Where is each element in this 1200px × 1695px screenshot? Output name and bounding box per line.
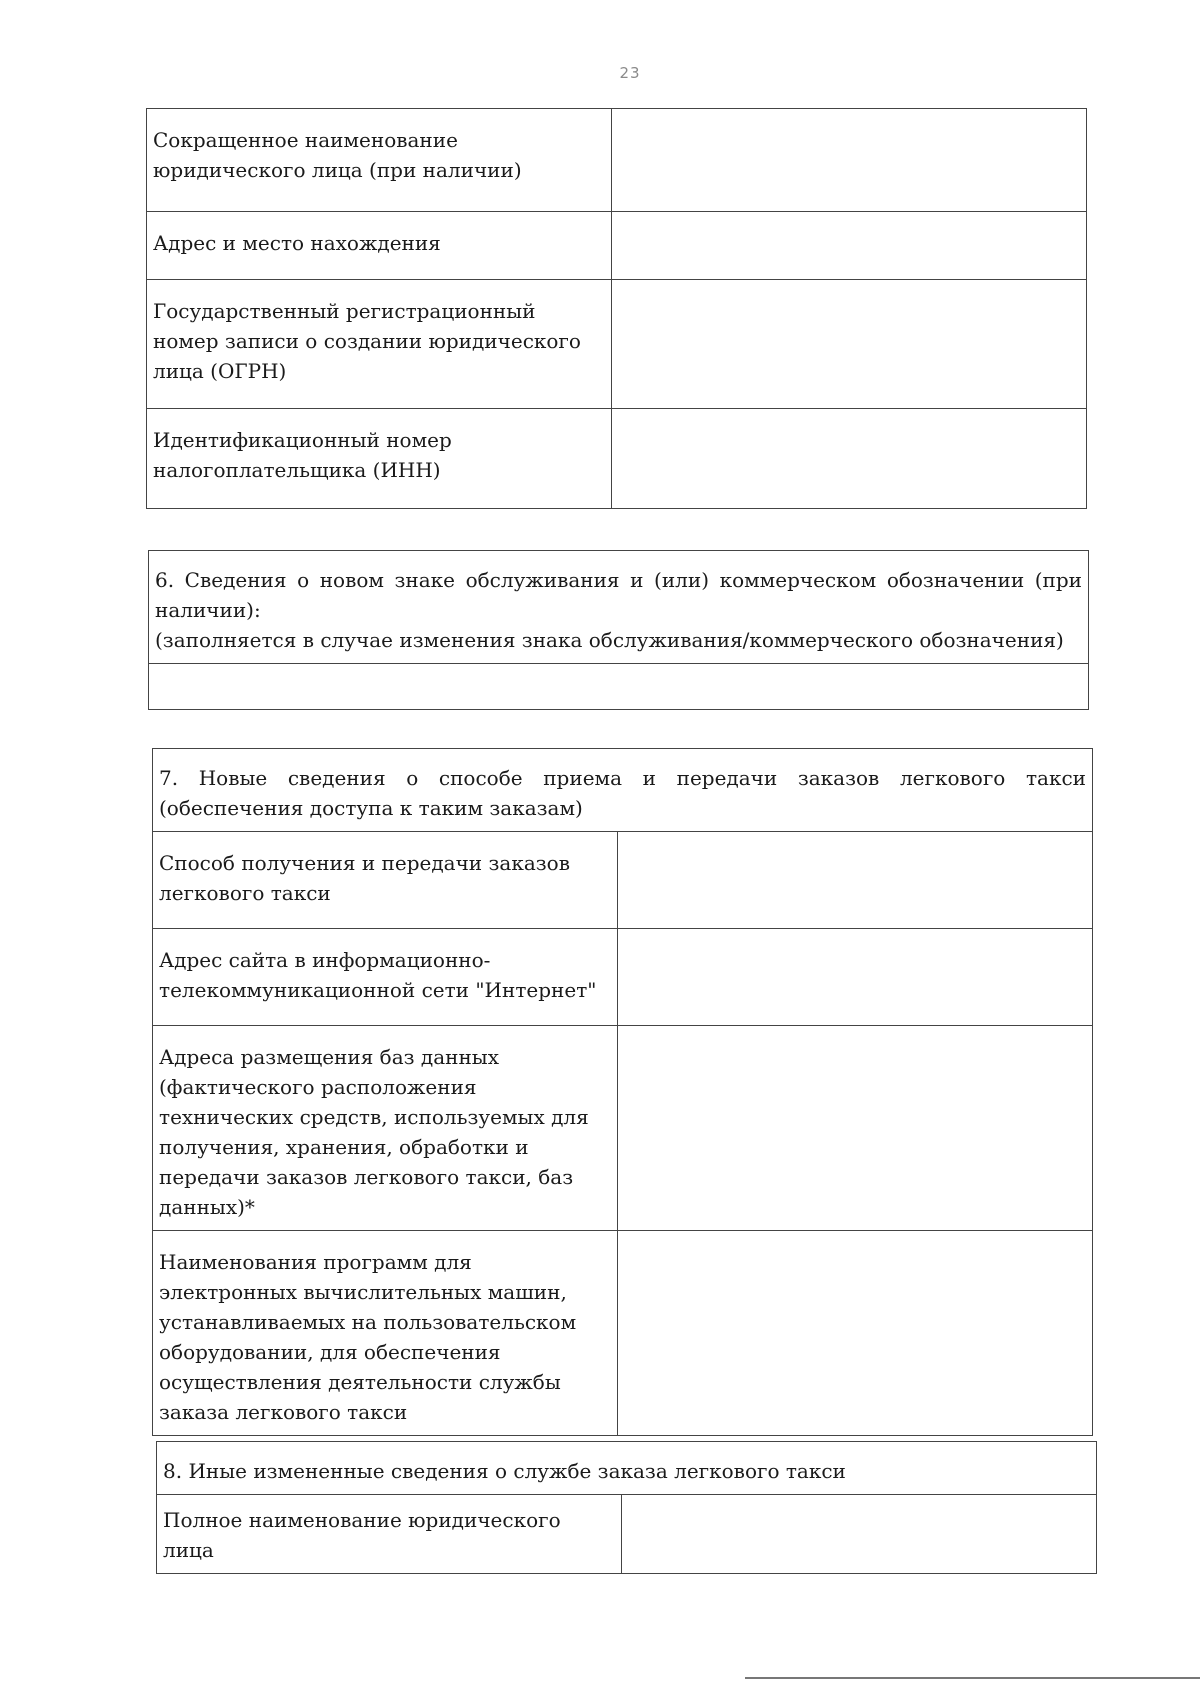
section-8-header: 8. Иные измененные сведения о службе заказа легкового такси xyxy=(157,1442,1097,1495)
address-field[interactable] xyxy=(612,212,1087,280)
table-row xyxy=(147,109,1087,212)
software-field[interactable] xyxy=(618,1231,1093,1436)
table-row xyxy=(153,1231,1093,1436)
website-field[interactable] xyxy=(618,929,1093,1026)
software-label: Наименования программ для электронных вычислительных машин, устанавливаемых на пользовательском оборудовании, для обеспечения осуществления деятельности службы заказа легкового такси xyxy=(153,1231,618,1436)
full-name-label: Полное наименование юридического лица xyxy=(157,1495,622,1574)
section-8-table xyxy=(156,1441,1097,1574)
order-method-label: Способ получения и передачи заказов легкового такси xyxy=(153,832,618,929)
scan-artifact-line xyxy=(745,1677,1200,1679)
table-row xyxy=(157,1495,1097,1574)
website-label: Адрес сайта в информационно-телекоммуникационной сети "Интернет" xyxy=(153,929,618,1026)
section-7-header: 7. Новые сведения о способе приема и передачи заказов легкового такси (обеспечения доступа к таким заказам) xyxy=(153,749,1093,832)
table-row xyxy=(147,409,1087,509)
short-name-field[interactable] xyxy=(612,109,1087,212)
table-row xyxy=(153,929,1093,1026)
address-label: Адрес и место нахождения xyxy=(147,212,612,280)
ogrn-label: Государственный регистрационный номер записи о создании юридического лица (ОГРН) xyxy=(147,280,612,409)
short-name-label: Сокращенное наименование юридического лица (при наличии) xyxy=(147,109,612,212)
table-row xyxy=(149,664,1089,710)
section-6-header xyxy=(149,551,1089,664)
order-method-field[interactable] xyxy=(618,832,1093,929)
table-row xyxy=(153,749,1093,832)
database-address-field[interactable] xyxy=(618,1026,1093,1231)
ogrn-field[interactable] xyxy=(612,280,1087,409)
section-6-title: 6. Сведения о новом знаке обслуживания и (или) коммерческом обозначении (при наличии): xyxy=(155,568,1082,622)
section-7-table xyxy=(152,748,1093,1436)
section-5-table xyxy=(146,108,1087,509)
inn-field[interactable] xyxy=(612,409,1087,509)
section-6-note: (заполняется в случае изменения знака обслуживания/коммерческого обозначения) xyxy=(155,628,1064,652)
section-6-table xyxy=(148,550,1089,710)
inn-label: Идентификационный номер налогоплательщика (ИНН) xyxy=(147,409,612,509)
full-name-field[interactable] xyxy=(622,1495,1097,1574)
table-row xyxy=(147,280,1087,409)
table-row xyxy=(153,1026,1093,1231)
table-row xyxy=(157,1442,1097,1495)
table-row xyxy=(147,212,1087,280)
table-row xyxy=(153,832,1093,929)
database-address-label: Адреса размещения баз данных (фактического расположения технических средств, используемых для получения, хранения, обработки и передачи заказов легкового такси, баз данных)* xyxy=(153,1026,618,1231)
page-number: 23 xyxy=(619,64,641,82)
table-row xyxy=(149,551,1089,664)
service-mark-field[interactable] xyxy=(149,664,1089,710)
